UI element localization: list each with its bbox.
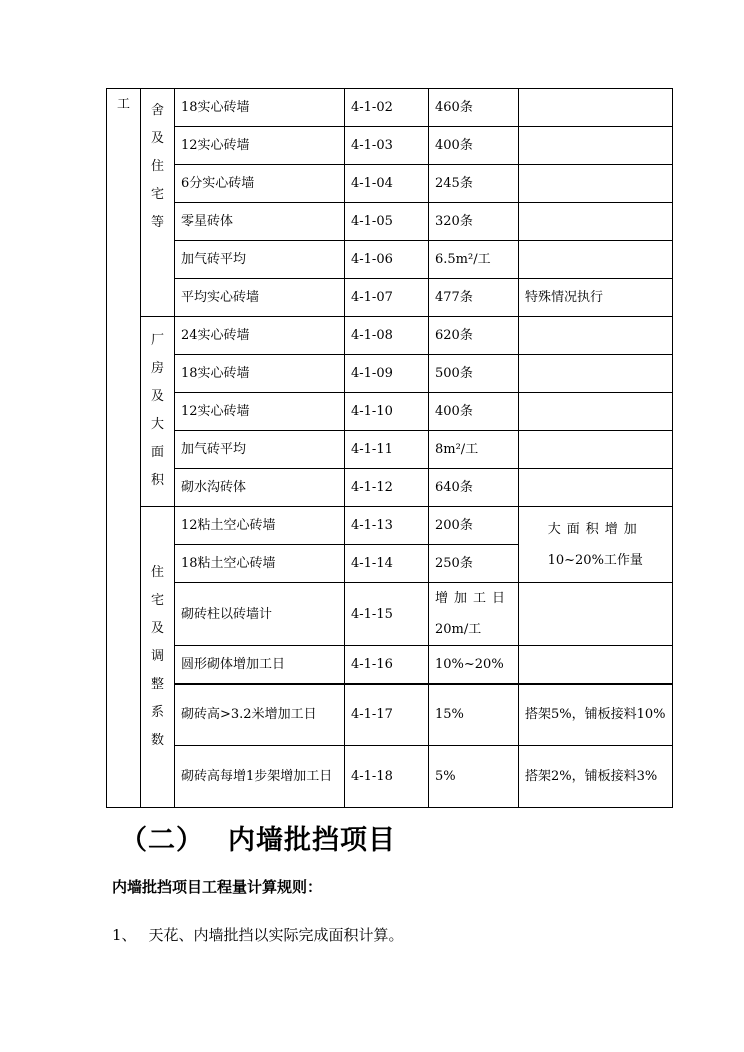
item-cell: 砌砖柱以砖墙计: [175, 583, 345, 646]
rule-index: 1、: [112, 926, 137, 944]
rule-text: 天花、内墙批挡以实际完成面积计算。: [148, 926, 404, 944]
remark-cell: [519, 127, 673, 165]
quota-cell: 10%~20%: [429, 646, 519, 684]
code-cell: 4-1-15: [345, 583, 429, 646]
rules-title: 内墙批挡项目工程量计算规则：: [112, 878, 323, 896]
remark-cell: [519, 469, 673, 507]
item-cell: 平均实心砖墙: [175, 279, 345, 317]
code-cell: 4-1-11: [345, 431, 429, 469]
code-cell: 4-1-16: [345, 646, 429, 684]
quota-cell: 500条: [429, 355, 519, 393]
table-row: [107, 746, 673, 808]
code-cell: 4-1-04: [345, 165, 429, 203]
quota-cell: 8m²/工: [429, 431, 519, 469]
item-cell: 砌砖高>3.2米增加工日: [175, 684, 345, 746]
table-row: [107, 507, 673, 545]
code-cell: 4-1-06: [345, 241, 429, 279]
table-row: [107, 355, 673, 393]
table-row: [107, 127, 673, 165]
quota-cell: 增加工日 20m/工: [429, 583, 519, 646]
remark-cell: [519, 431, 673, 469]
item-cell: 零星砖体: [175, 203, 345, 241]
quota-cell: 5%: [429, 746, 519, 808]
merged-remark-cell: 大面积增加 10~20%工作量: [519, 507, 673, 583]
code-cell: 4-1-09: [345, 355, 429, 393]
remark-cell: 搭架2%，铺板接料3%: [519, 746, 673, 808]
quota-cell: 400条: [429, 393, 519, 431]
code-cell: 4-1-17: [345, 684, 429, 746]
item-cell: 18实心砖墙: [175, 89, 345, 127]
table-row: [107, 165, 673, 203]
code-cell: 4-1-07: [345, 279, 429, 317]
remark-cell: [519, 203, 673, 241]
remark-cell: [519, 646, 673, 684]
item-cell: 加气砖平均: [175, 431, 345, 469]
item-cell: 12粘土空心砖墙: [175, 507, 345, 545]
table-row: [107, 241, 673, 279]
remark-cell: 特殊情况执行: [519, 279, 673, 317]
table-row: [107, 279, 673, 317]
remark-cell: [519, 165, 673, 203]
group-label-residential: 舍及住宅等: [141, 89, 175, 317]
quota-cell: 200条: [429, 507, 519, 545]
item-cell: 6分实心砖墙: [175, 165, 345, 203]
table-row: [107, 684, 673, 746]
quota-cell: 477条: [429, 279, 519, 317]
code-cell: 4-1-08: [345, 317, 429, 355]
item-cell: 圆形砌体增加工日: [175, 646, 345, 684]
code-cell: 4-1-10: [345, 393, 429, 431]
rule-item: [112, 924, 404, 945]
remark-cell: [519, 583, 673, 646]
code-cell: 4-1-05: [345, 203, 429, 241]
remark-cell: [519, 241, 673, 279]
quota-cell: 245条: [429, 165, 519, 203]
quota-cell: 400条: [429, 127, 519, 165]
code-cell: 4-1-13: [345, 507, 429, 545]
table-row: [107, 646, 673, 684]
table-row: [107, 317, 673, 355]
table-row: [107, 393, 673, 431]
table-row: [107, 89, 673, 127]
section-heading: [120, 818, 396, 857]
code-cell: 4-1-18: [345, 746, 429, 808]
code-cell: 4-1-14: [345, 545, 429, 583]
item-cell: 18实心砖墙: [175, 355, 345, 393]
quota-cell: 460条: [429, 89, 519, 127]
code-cell: 4-1-12: [345, 469, 429, 507]
item-cell: 砌砖高每增1步架增加工日: [175, 746, 345, 808]
item-cell: 18粘土空心砖墙: [175, 545, 345, 583]
quota-cell: 320条: [429, 203, 519, 241]
table-row: [107, 203, 673, 241]
item-cell: 24实心砖墙: [175, 317, 345, 355]
code-cell: 4-1-03: [345, 127, 429, 165]
table-row: [107, 583, 673, 646]
table-row: [107, 469, 673, 507]
quota-cell: 15%: [429, 684, 519, 746]
group-label-factory: 厂房及大面积: [141, 317, 175, 507]
section-number: （二）: [120, 825, 204, 856]
remark-cell: [519, 317, 673, 355]
group-label-adjustment: 住宅及调整系数: [141, 507, 175, 808]
item-cell: 12实心砖墙: [175, 127, 345, 165]
remark-cell: 搭架5%，铺板接料10%: [519, 684, 673, 746]
quota-cell: 250条: [429, 545, 519, 583]
remark-cell: [519, 89, 673, 127]
quota-cell: 620条: [429, 317, 519, 355]
section-title: 内墙批挡项目: [228, 825, 396, 856]
category-cell: 工: [107, 89, 141, 808]
item-cell: 加气砖平均: [175, 241, 345, 279]
quota-cell: 640条: [429, 469, 519, 507]
labor-quota-table: [106, 88, 673, 808]
code-cell: 4-1-02: [345, 89, 429, 127]
item-cell: 12实心砖墙: [175, 393, 345, 431]
remark-cell: [519, 355, 673, 393]
quota-cell: 6.5m²/工: [429, 241, 519, 279]
table-row: [107, 431, 673, 469]
remark-cell: [519, 393, 673, 431]
item-cell: 砌水沟砖体: [175, 469, 345, 507]
